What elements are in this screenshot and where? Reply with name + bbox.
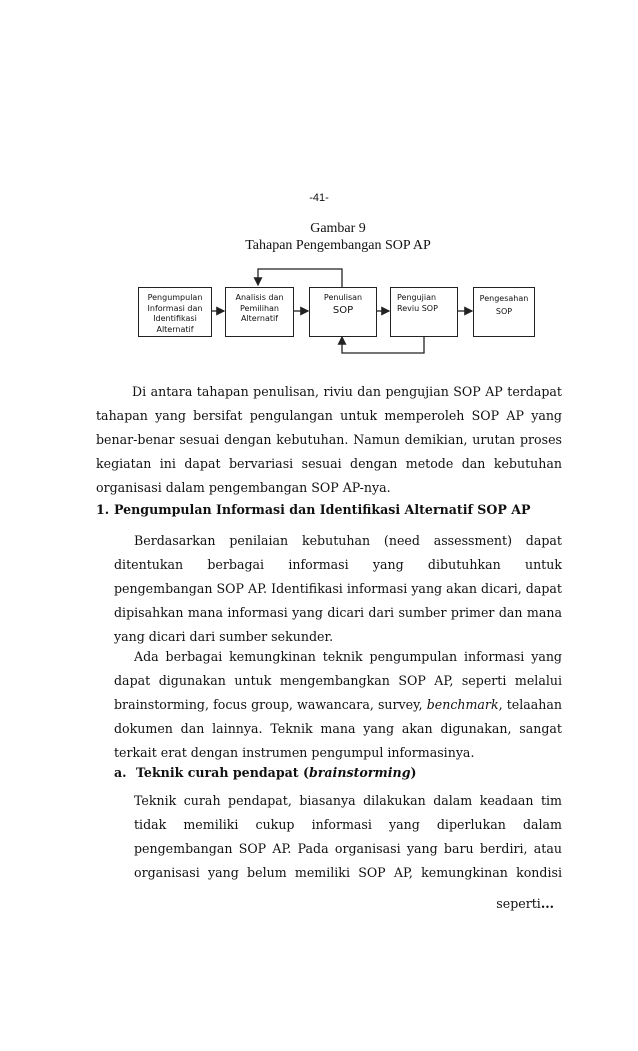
paragraph-2-emphasis: benchmark — [426, 697, 499, 712]
continuation-word — [496, 896, 554, 911]
subsection-a-title-italic: brainstorming — [308, 765, 411, 780]
flow-box-line: Analisis dan — [235, 293, 284, 302]
flow-box-analisis — [225, 287, 294, 337]
flow-box-line: SOP — [332, 304, 354, 316]
feedback-loop-top — [258, 269, 342, 287]
flow-box-line: Pengumpulan — [147, 293, 203, 302]
flow-box-line: Alternatif — [240, 314, 279, 323]
paragraph-2-text-b: , telaahan dokumen dan lainnya. Teknik mana yang akan digunakan, sangat terkait erat dengan instrumen pengumpul informasinya. — [114, 697, 562, 760]
page-number: -41- — [309, 192, 329, 204]
feedback-loop-bottom — [342, 336, 424, 353]
flow-box-line: Alternatif — [156, 324, 194, 334]
subsection-a-heading — [114, 763, 416, 783]
flow-box-line: Pengujian — [397, 293, 437, 302]
section-1-heading — [96, 500, 530, 520]
flow-box-pengesahan — [473, 287, 535, 337]
continuation-ellipsis: ... — [540, 896, 554, 911]
flow-box-pengumpulan — [138, 287, 212, 337]
subsection-a-letter: a. — [114, 765, 127, 780]
flow-box-line: Informasi dan — [147, 303, 203, 313]
flow-box-line: Penulisan — [323, 293, 363, 302]
subsection-a-title-close: ) — [410, 765, 417, 780]
section-1-number: 1. — [96, 502, 110, 517]
continuation-text: seperti — [496, 896, 541, 911]
paragraph-2-text-a: Ada berbagai kemungkinan teknik pengumpulan informasi yang dapat digunakan untuk mengembangkan SOP AP, seperti melalui brainstorming, focus group, wawancara, survey, — [114, 649, 562, 712]
subsection-a-title: Teknik curah pendapat ( — [136, 765, 309, 780]
flow-box-pengujian — [390, 287, 458, 337]
flow-box-line: SOP — [495, 306, 513, 316]
figure-label: Gambar 9 — [310, 221, 366, 236]
flow-box-line: Reviu SOP — [397, 303, 438, 313]
section-1-paragraph-1: Berdasarkan penilaian kebutuhan (need assessment) dapat ditentukan berbagai informasi yang dibutuhkan untuk pengembangan SOP AP. Identifikasi informasi yang akan dicari, dapat dipisahkan mana informasi yang dicari dari sumber primer dan mana yang dicari dari sumber sekunder. — [114, 533, 562, 644]
subsection-a-paragraph: Teknik curah pendapat, biasanya dilakukan dalam keadaan tim tidak memiliki cukup informasi yang diperlukan dalam pengembangan SOP AP. Pada organisasi yang baru berdiri, atau organisasi yang belum memiliki SOP AP, kemungkinan kondisi — [134, 793, 562, 880]
intro-paragraph: Di antara tahapan penulisan, riviu dan pengujian SOP AP terdapat tahapan yang bersifat pengulangan untuk memperoleh SOP AP yang benar-benar sesuai dengan kebutuhan. Namun demikian, urutan proses kegiatan ini dapat bervariasi sesuai dengan metode dan kebutuhan organisasi dalam pengembangan SOP AP-nya. — [96, 384, 562, 495]
flow-box-penulisan — [309, 287, 377, 337]
flow-box-line: Pemilihan — [240, 303, 279, 313]
flow-box-line: Pengesahan — [479, 294, 529, 303]
section-1-title: Pengumpulan Informasi dan Identifikasi Alternatif SOP AP — [114, 502, 531, 517]
figure-title: Tahapan Pengembangan SOP AP — [245, 238, 431, 253]
flow-box-line: Identifikasi — [153, 314, 197, 323]
section-1-paragraph-2 — [114, 645, 562, 765]
